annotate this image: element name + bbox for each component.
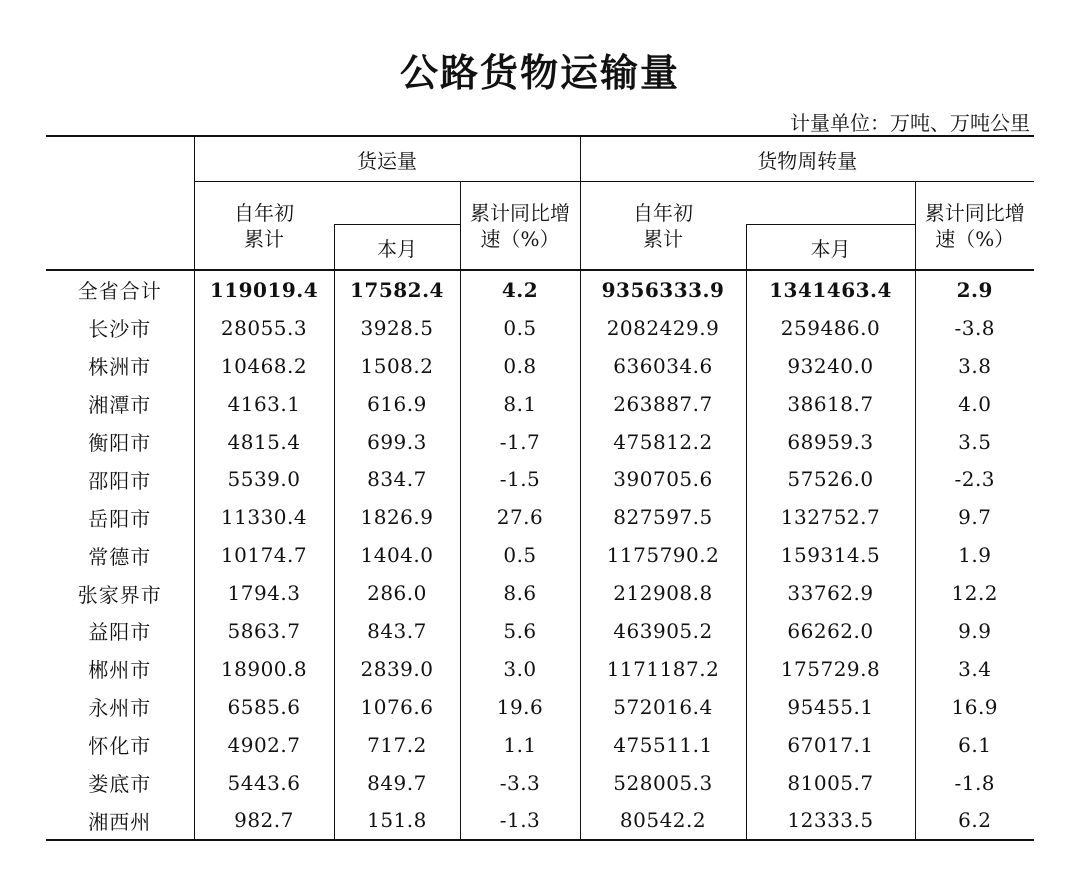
cell-t-growth: -1.8 bbox=[915, 764, 1034, 802]
cell-t-ytd: 528005.3 bbox=[580, 764, 746, 802]
cell-t-ytd: 390705.6 bbox=[580, 460, 746, 498]
page-title: 公路货物运输量 bbox=[399, 51, 680, 95]
cell-t-month: 81005.7 bbox=[746, 764, 915, 802]
turnover-growth-line1: 累计同比增 bbox=[924, 200, 1025, 225]
table-row bbox=[46, 309, 1034, 347]
cell-t-month: 159314.5 bbox=[746, 536, 915, 574]
cell-v-month: 849.7 bbox=[334, 764, 460, 802]
region-name: 湘潭市 bbox=[88, 393, 152, 418]
cell-t-growth: 9.9 bbox=[915, 612, 1034, 650]
cell-t-growth: 3.8 bbox=[915, 347, 1034, 385]
cell-t-ytd: 80542.2 bbox=[580, 801, 746, 840]
cell-t-ytd: 475511.1 bbox=[580, 726, 746, 764]
cell-t-ytd: 475812.2 bbox=[580, 423, 746, 461]
cell-v-ytd: 11330.4 bbox=[194, 498, 334, 536]
cell-t-month: 57526.0 bbox=[746, 460, 915, 498]
cell-t-month: 93240.0 bbox=[746, 347, 915, 385]
table-row bbox=[46, 498, 1034, 536]
cell-v-month: 1826.9 bbox=[334, 498, 460, 536]
cell-v-growth: 19.6 bbox=[460, 688, 580, 726]
region-name: 长沙市 bbox=[88, 317, 152, 342]
cell-v-growth: -1.7 bbox=[460, 423, 580, 461]
cell-v-ytd: 5443.6 bbox=[194, 764, 334, 802]
turnover-ytd-line2: 累计 bbox=[643, 226, 684, 251]
cell-v-month: 834.7 bbox=[334, 460, 460, 498]
turnover-ytd-line1: 自年初 bbox=[633, 200, 694, 225]
cell-v-ytd: 6585.6 bbox=[194, 688, 334, 726]
cell-t-ytd: 1171187.2 bbox=[580, 650, 746, 688]
cell-v-growth: -1.3 bbox=[460, 801, 580, 840]
cell-v-growth: 1.1 bbox=[460, 726, 580, 764]
table-row bbox=[46, 574, 1034, 612]
table-row bbox=[46, 460, 1034, 498]
cell-t-ytd: 636034.6 bbox=[580, 347, 746, 385]
table-row bbox=[46, 536, 1034, 574]
cell-t-ytd: 1175790.2 bbox=[580, 536, 746, 574]
cell-v-growth: 8.1 bbox=[460, 385, 580, 423]
cell-v-growth: 0.5 bbox=[460, 536, 580, 574]
volume-month-header: 本月 bbox=[334, 225, 460, 270]
cell-t-growth: 9.7 bbox=[915, 498, 1034, 536]
region-name: 株洲市 bbox=[88, 355, 152, 380]
cell-t-growth: 6.2 bbox=[915, 801, 1034, 840]
cell-v-growth: 3.0 bbox=[460, 650, 580, 688]
region-name: 全省合计 bbox=[77, 279, 162, 304]
cell-v-month: 1508.2 bbox=[334, 347, 460, 385]
cell-v-ytd: 5863.7 bbox=[194, 612, 334, 650]
volume-growth-line1: 累计同比增 bbox=[470, 200, 570, 225]
cell-v-month: 3928.5 bbox=[334, 309, 460, 347]
cell-v-ytd: 982.7 bbox=[194, 801, 334, 840]
cell-t-month: 68959.3 bbox=[746, 423, 915, 461]
table-row bbox=[46, 726, 1034, 764]
cell-t-month: 1341463.4 bbox=[746, 270, 915, 309]
cell-v-ytd: 4163.1 bbox=[194, 385, 334, 423]
table-row bbox=[46, 764, 1034, 802]
cell-v-ytd: 119019.4 bbox=[194, 270, 334, 309]
cell-t-growth: 1.9 bbox=[915, 536, 1034, 574]
cell-v-ytd: 4815.4 bbox=[194, 423, 334, 461]
cell-t-growth: 16.9 bbox=[915, 688, 1034, 726]
cell-v-ytd: 4902.7 bbox=[194, 726, 334, 764]
cell-v-month: 1076.6 bbox=[334, 688, 460, 726]
cell-t-ytd: 212908.8 bbox=[580, 574, 746, 612]
cell-v-growth: 0.5 bbox=[460, 309, 580, 347]
turnover-month-spacer bbox=[746, 182, 915, 225]
cell-v-growth: 5.6 bbox=[460, 612, 580, 650]
cell-v-month: 717.2 bbox=[334, 726, 460, 764]
region-name: 湘西州 bbox=[46, 801, 194, 840]
freight-volume-header: 货运量 bbox=[194, 136, 580, 182]
cell-t-growth: 3.5 bbox=[915, 423, 1034, 461]
region-name: 张家界市 bbox=[77, 582, 162, 607]
cell-v-month: 151.8 bbox=[334, 801, 460, 840]
cell-t-ytd: 572016.4 bbox=[580, 688, 746, 726]
cell-v-ytd: 10468.2 bbox=[194, 347, 334, 385]
region-name: 永州市 bbox=[88, 696, 152, 721]
cell-v-month: 286.0 bbox=[334, 574, 460, 612]
region-name: 岳阳市 bbox=[88, 506, 152, 531]
table-row bbox=[46, 385, 1034, 423]
freight-turnover-header: 货物周转量 bbox=[580, 136, 1034, 182]
region-name: 怀化市 bbox=[88, 734, 152, 759]
turnover-growth-line2: 速（%） bbox=[935, 226, 1015, 251]
cell-v-month: 699.3 bbox=[334, 423, 460, 461]
volume-growth-line2: 速（%） bbox=[480, 226, 560, 251]
cell-v-growth: 0.8 bbox=[460, 347, 580, 385]
table-row bbox=[46, 650, 1034, 688]
cell-t-ytd: 827597.5 bbox=[580, 498, 746, 536]
cell-t-growth: 4.0 bbox=[915, 385, 1034, 423]
cell-v-growth: -3.3 bbox=[460, 764, 580, 802]
cell-t-month: 38618.7 bbox=[746, 385, 915, 423]
volume-ytd-line1: 自年初 bbox=[234, 200, 294, 225]
cell-v-ytd: 5539.0 bbox=[194, 460, 334, 498]
region-name: 益阳市 bbox=[88, 620, 152, 645]
cell-t-ytd: 2082429.9 bbox=[580, 309, 746, 347]
table-row bbox=[46, 801, 1034, 840]
freight-table bbox=[46, 135, 1034, 841]
volume-ytd-line2: 累计 bbox=[244, 226, 284, 251]
table-row bbox=[46, 423, 1034, 461]
cell-v-growth: 27.6 bbox=[460, 498, 580, 536]
cell-v-growth: 4.2 bbox=[460, 270, 580, 309]
table-row bbox=[46, 347, 1034, 385]
cell-t-ytd: 263887.7 bbox=[580, 385, 746, 423]
cell-t-growth: 2.9 bbox=[915, 270, 1034, 309]
cell-t-growth: 6.1 bbox=[915, 726, 1034, 764]
cell-v-ytd: 10174.7 bbox=[194, 536, 334, 574]
volume-month-spacer bbox=[334, 182, 460, 225]
cell-t-month: 175729.8 bbox=[746, 650, 915, 688]
cell-t-month: 132752.7 bbox=[746, 498, 915, 536]
region-header bbox=[46, 136, 194, 269]
region-name: 常德市 bbox=[88, 544, 152, 569]
volume-ytd-header bbox=[194, 182, 334, 270]
cell-t-month: 95455.1 bbox=[746, 688, 915, 726]
cell-t-growth: -3.8 bbox=[915, 309, 1034, 347]
cell-v-ytd: 18900.8 bbox=[194, 650, 334, 688]
cell-v-growth: 8.6 bbox=[460, 574, 580, 612]
table-row bbox=[46, 270, 1034, 309]
cell-t-growth: 12.2 bbox=[915, 574, 1034, 612]
cell-t-growth: -2.3 bbox=[915, 460, 1034, 498]
turnover-month-header: 本月 bbox=[746, 225, 915, 270]
cell-v-growth: -1.5 bbox=[460, 460, 580, 498]
cell-v-month: 843.7 bbox=[334, 612, 460, 650]
turnover-growth-header bbox=[915, 182, 1034, 270]
cell-t-month: 66262.0 bbox=[746, 612, 915, 650]
cell-t-month: 259486.0 bbox=[746, 309, 915, 347]
volume-growth-header bbox=[460, 182, 580, 270]
table-row bbox=[46, 688, 1034, 726]
cell-v-month: 2839.0 bbox=[334, 650, 460, 688]
turnover-ytd-header bbox=[580, 182, 746, 270]
cell-v-ytd: 1794.3 bbox=[194, 574, 334, 612]
cell-t-growth: 3.4 bbox=[915, 650, 1034, 688]
region-name: 邵阳市 bbox=[88, 468, 152, 493]
region-name: 娄底市 bbox=[88, 772, 152, 797]
unit-note: 计量单位：万吨、万吨公里 bbox=[790, 111, 1030, 135]
cell-v-ytd: 28055.3 bbox=[194, 309, 334, 347]
cell-t-ytd: 9356333.9 bbox=[580, 270, 746, 309]
cell-v-month: 1404.0 bbox=[334, 536, 460, 574]
cell-t-month: 33762.9 bbox=[746, 574, 915, 612]
cell-t-month: 12333.5 bbox=[746, 801, 915, 840]
region-name: 郴州市 bbox=[88, 658, 152, 683]
cell-t-ytd: 463905.2 bbox=[580, 612, 746, 650]
cell-v-month: 17582.4 bbox=[334, 270, 460, 309]
cell-v-month: 616.9 bbox=[334, 385, 460, 423]
table-row bbox=[46, 612, 1034, 650]
cell-t-month: 67017.1 bbox=[746, 726, 915, 764]
region-name: 衡阳市 bbox=[88, 431, 152, 455]
